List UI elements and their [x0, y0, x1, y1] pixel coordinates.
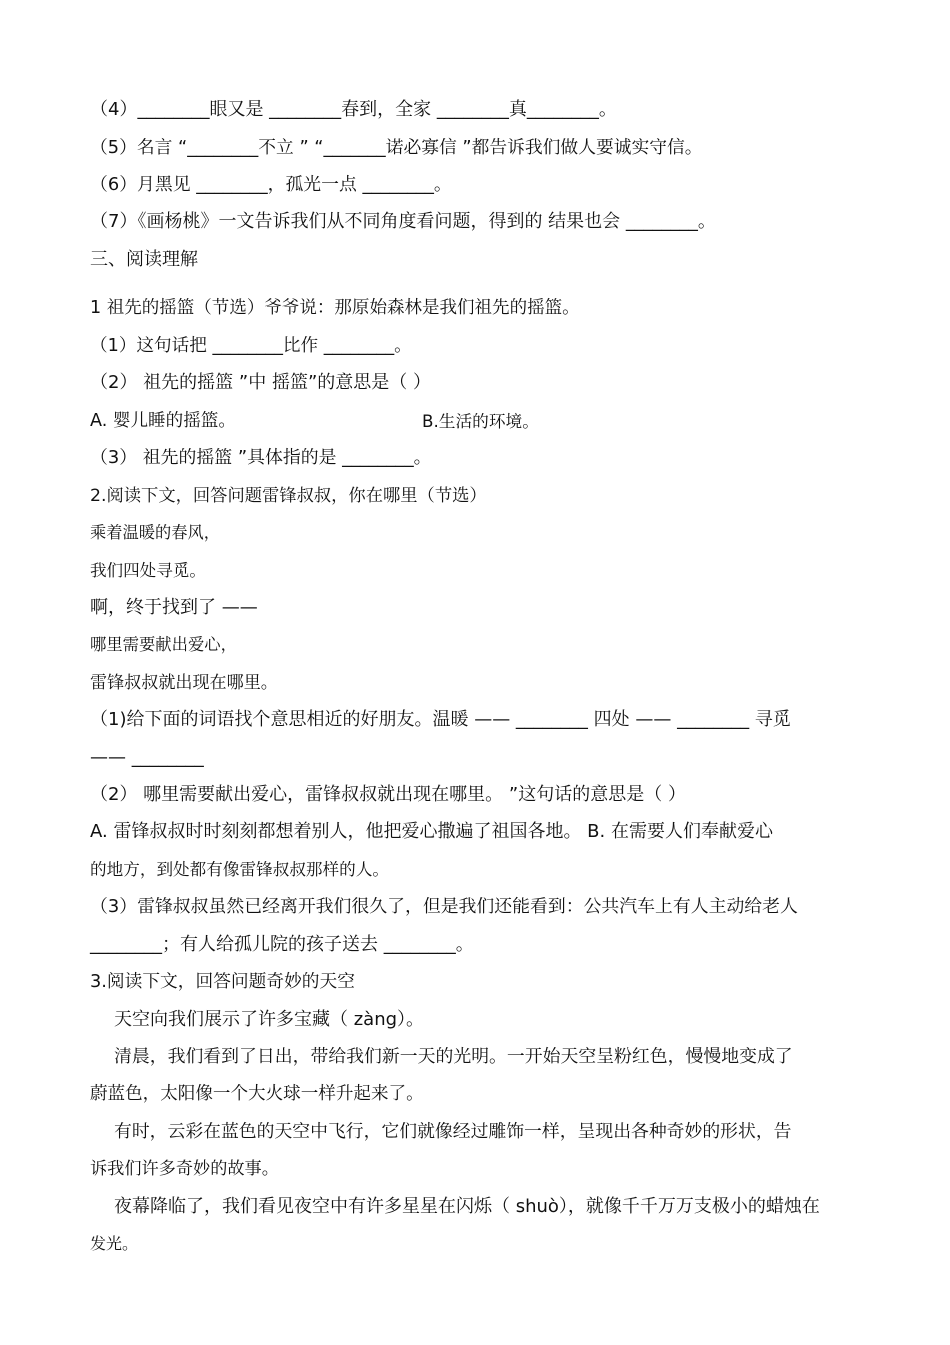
passage2-q2: （2） 哪里需要献出爱心，雷锋叔叔就出现在哪里。 ”这句话的意思是（ ）: [90, 784, 686, 805]
passage3-para-2-cont: 蔚蓝色，太阳像一个大火球一样升起来了。: [90, 1084, 424, 1104]
passage2-q3-cont: ________；有人给孤儿院的孩子送去 ________。: [90, 934, 474, 955]
poem-line-3: 啊，终于找到了 ——: [90, 597, 258, 618]
poem-line-4: 哪里需要献出爱心，: [90, 635, 237, 654]
section-heading-reading: 三、阅读理解: [90, 249, 198, 270]
fill-blank-q5: （5）名言 “________不立 ” “_______诺必寡信 ”都告诉我们做人要诚实守信。: [90, 138, 703, 158]
poem-line-1: 乘着温暖的春风，: [90, 523, 220, 542]
passage3-para-3-cont: 诉我们许多奇妙的故事。: [90, 1159, 279, 1179]
passage1-q1: （1）这句话把 ________比作 ________。: [90, 336, 412, 356]
fill-blank-q6: （6）月黑见 ________，孤光一点 ________。: [90, 174, 452, 195]
fill-blank-q4: （4）________眼又是 ________春到，全家 ________真________。: [90, 99, 617, 120]
passage2-q1: （1)给下面的词语找个意思相近的好朋友。温暖 —— ________ 四处 —— ________ 寻觅: [90, 709, 791, 730]
passage3-para-2: 清晨，我们看到了日出，带给我们新一天的光明。一开始天空呈粉红色，慢慢地变成了: [114, 1046, 793, 1067]
passage1-q3: （3） 祖先的摇篮 ”具体指的是 ________。: [90, 447, 432, 468]
passage1-q2: （2） 祖先的摇篮 ”中 摇篮”的意思是（ ）: [90, 372, 431, 393]
passage2-q3: （3）雷锋叔叔虽然已经离开我们很久了，但是我们还能看到：公共汽车上有人主动给老人: [90, 896, 798, 917]
poem-line-5: 雷锋叔叔就出现在哪里。: [90, 673, 278, 693]
passage2-q1-cont: —— ________: [90, 747, 204, 768]
passage1-option-a: A. 婴儿睡的摇篮。: [90, 411, 236, 431]
passage3-para-4: 夜幕降临了，我们看见夜空中有许多星星在闪烁（ shuò），就像千千万万支极小的蜡烛在: [114, 1196, 820, 1217]
passage3-para-4-cont: 发光。: [90, 1234, 139, 1253]
passage1-title: 1 祖先的摇篮（节选）爷爷说：那原始森林是我们祖先的摇篮。: [90, 298, 580, 318]
passage2-title: 2.阅读下文，回答问题雷锋叔叔，你在哪里（节选）: [90, 486, 487, 506]
passage2-option-ab: A. 雷锋叔叔时时刻刻都想着别人，他把爱心撒遍了祖国各地。 B. 在需要人们奉献爱心: [90, 821, 773, 842]
passage3-title: 3.阅读下文，回答问题奇妙的天空: [90, 972, 355, 992]
passage3-para-1: 天空向我们展示了许多宝藏（ zàng）。: [114, 1009, 425, 1030]
passage1-option-b: B.生活的环境。: [422, 411, 539, 431]
passage2-option-b-cont: 的地方，到处都有像雷锋叔叔那样的人。: [90, 860, 389, 879]
fill-blank-q7: （7）《画杨桃》一文告诉我们从不同角度看问题，得到的 结果也会 ________。: [90, 211, 716, 232]
passage3-para-3: 有时，云彩在蓝色的天空中飞行，它们就像经过雕饰一样，呈现出各种奇妙的形状，告: [114, 1121, 792, 1142]
poem-line-2: 我们四处寻觅。: [90, 561, 206, 580]
